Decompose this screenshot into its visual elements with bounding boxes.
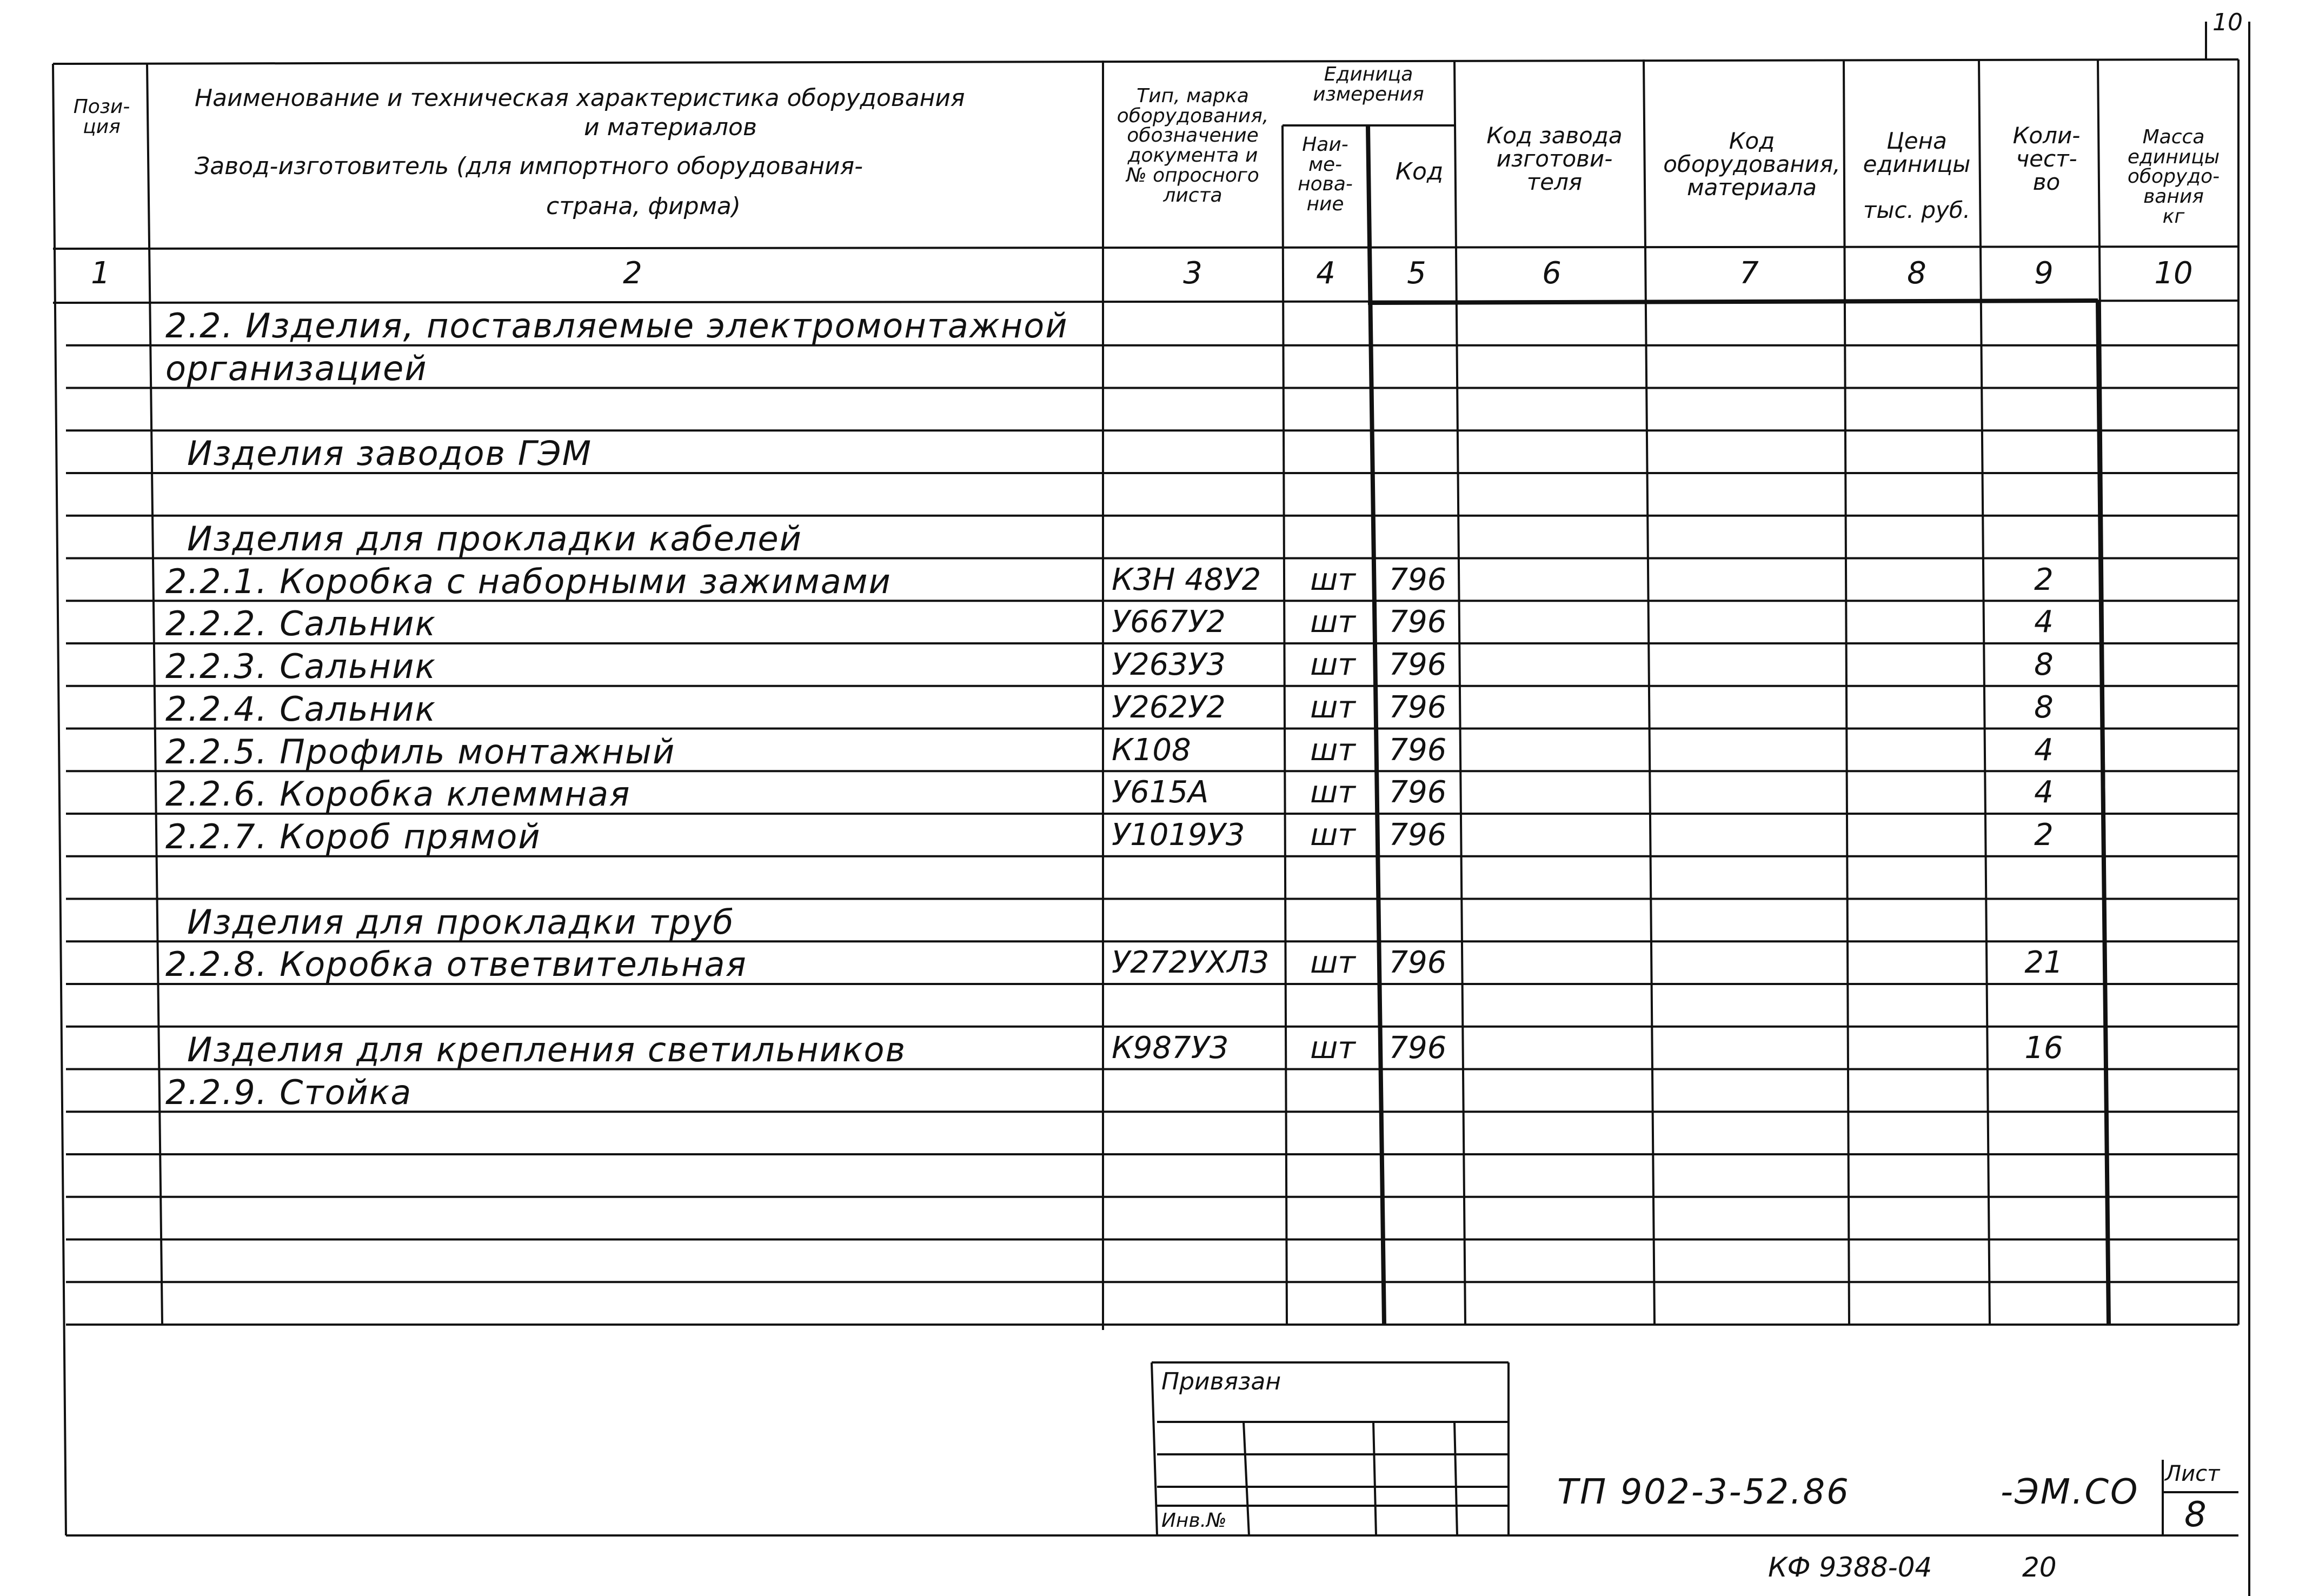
header-unit-group: Единица измерения [1313,63,1424,105]
row-unit: шт [1310,689,1356,725]
row-quantity: 4 [2034,775,2054,810]
footer-number: 20 [2022,1552,2057,1583]
header-name-line3: Завод-изготовитель (для импортного оборудования- [195,152,863,180]
row-unit: шт [1310,604,1356,640]
row-name: Изделия для прокладки труб [187,902,735,942]
row-code: 796 [1388,647,1447,682]
stamp-privyazan: Привязан [1161,1368,1281,1395]
row-unit: шт [1310,775,1356,810]
row-type: У615А [1112,775,1209,810]
column-number: 5 [1407,256,1426,291]
header-type: Тип, марка оборудования, обозначение документа и № опросного листа [1117,85,1269,207]
row-unit: шт [1310,647,1356,682]
row-quantity: 8 [2034,689,2054,725]
row-name: 2.2.8. Коробка ответвительная [165,945,747,985]
row-unit: шт [1310,945,1356,981]
row-unit: шт [1310,817,1356,853]
row-type: К987У3 [1112,1030,1229,1066]
column-number: 6 [1542,256,1562,291]
column-number: 2 [623,256,642,291]
column-number: 7 [1739,256,1759,291]
row-name: организацией [165,348,428,388]
row-name: 2.2.5. Профиль монтажный [165,732,676,772]
sheet-number: 8 [2184,1495,2208,1535]
row-name: 2.2.9. Стойка [165,1072,413,1112]
row-code: 796 [1388,775,1447,810]
row-name: Изделия для крепления светильников [187,1029,906,1069]
column-number: 9 [2034,256,2054,291]
header-name-line1: Наименование и техническая характеристика оборудования [195,84,965,112]
header-equipment-code: Код оборудования, материала [1663,128,1840,201]
row-name: Изделия для прокладки кабелей [187,518,802,558]
row-code: 796 [1388,1030,1447,1066]
row-name: 2.2.7. Короб прямой [165,817,541,856]
row-name: 2.2.1. Коробка с наборными зажимами [165,561,892,601]
row-code: 796 [1388,732,1447,768]
row-unit: шт [1310,1030,1356,1066]
header-unit-name: Наи- ме- нова- ние [1298,134,1353,216]
stamp-inv: Инв.№ [1161,1509,1227,1532]
header-name-line4: страна, фирма) [546,192,741,220]
row-code: 796 [1388,562,1447,597]
header-quantity: Коли- чест- во [2012,122,2081,195]
row-type: К108 [1112,732,1191,768]
row-name: 2.2.6. Коробка клеммная [165,774,631,814]
row-quantity: 2 [2034,562,2054,597]
row-quantity: 2 [2034,817,2054,853]
row-name: 2.2. Изделия, поставляемые электромонтажной [165,306,1068,345]
row-type: У1019У3 [1112,817,1245,853]
row-code: 796 [1388,689,1447,725]
row-unit: шт [1310,562,1356,597]
page-corner-number: 10 [2212,9,2243,36]
column-number: 10 [2154,256,2193,291]
row-type: У272УХЛ3 [1112,945,1270,981]
row-code: 796 [1388,945,1447,981]
row-name: Изделия заводов ГЭМ [187,434,593,474]
column-number: 1 [91,256,110,291]
row-type: У262У2 [1112,689,1226,725]
document-suffix: -ЭМ.СО [2001,1472,2139,1512]
row-unit: шт [1310,732,1356,768]
header-price: Цена единицы тыс. руб. [1863,128,1971,224]
footer-kf: КФ 9388-04 [1768,1552,1932,1583]
row-name: 2.2.3. Сальник [165,647,436,686]
header-name-line2: и материалов [584,114,757,141]
column-number: 3 [1183,256,1202,291]
row-type: У667У2 [1112,604,1226,640]
row-code: 796 [1388,817,1447,853]
row-quantity: 4 [2034,604,2054,640]
column-number: 4 [1316,256,1335,291]
document-code: ТП 902-3-52.86 [1557,1472,1850,1512]
row-code: 796 [1388,604,1447,640]
row-name: 2.2.2. Сальник [165,604,436,644]
row-type: К3Н 48У2 [1112,562,1261,597]
header-mass: Масса единицы оборудо- вания кг [2127,126,2220,228]
header-unit-code: Код [1395,158,1444,185]
row-name: 2.2.4. Сальник [165,689,436,729]
row-quantity: 16 [2024,1030,2063,1066]
row-quantity: 21 [2024,945,2063,981]
sheet-label: Лист [2165,1461,2220,1486]
header-factory-code: Код завода изготови- теля [1486,122,1623,195]
column-number: 8 [1907,256,1926,291]
row-type: У263У3 [1112,647,1226,682]
header-position: Пози- ция [73,96,130,138]
row-quantity: 4 [2034,732,2054,768]
row-quantity: 8 [2034,647,2054,682]
